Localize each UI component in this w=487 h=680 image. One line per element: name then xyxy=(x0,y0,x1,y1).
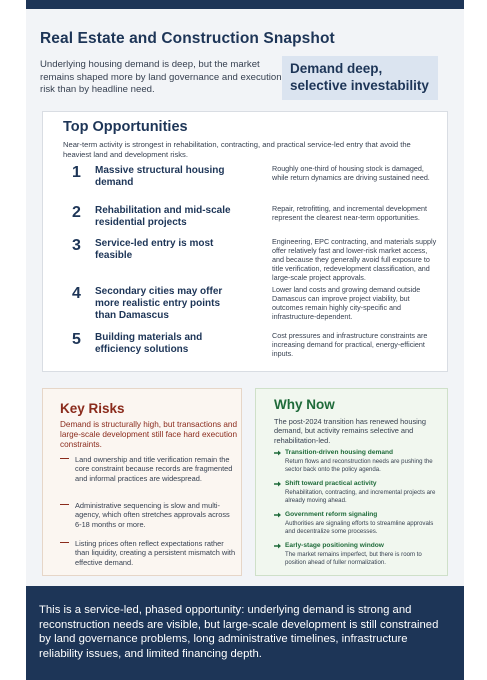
opportunity-number: 1 xyxy=(72,164,81,181)
arrow-right-icon xyxy=(274,450,281,456)
verdict-callout: Demand deep, selective investability xyxy=(282,56,438,100)
dash-icon xyxy=(60,542,69,543)
summary-footer: This is a service-led, phased opportunity: underlying demand is strong and reconstruction needs are visible, but large-scale development is still constrained by land governance problems, long administrative timelines, infrastructure reliability issues, and limited financing depth. xyxy=(26,586,464,680)
why-now-description: Authorities are signaling efforts to streamline approvals and decentralize some processes. xyxy=(285,520,434,535)
arrow-right-icon xyxy=(274,512,281,518)
why-now-description: Rehabilitation, contracting, and incremental projects are already moving ahead. xyxy=(285,489,436,504)
opportunity-heading: Secondary cities may offer more realistic entry points than Damascus xyxy=(95,286,223,321)
dash-icon xyxy=(60,504,69,505)
risks-title: Key Risks xyxy=(60,401,125,416)
opportunity-description: Lower land costs and growing demand outside Damascus can improve project viability, but outcomes remain highly city-specific and infrastructure-dependent. xyxy=(272,285,421,321)
opportunity-description: Cost pressures and infrastructure constraints are increasing demand for practical, energy-efficient inputs. xyxy=(272,331,428,358)
opportunities-intro: Near-term activity is strongest in rehabilitation, contracting, and practical service-led entry that avoid the heaviest land and development risks. xyxy=(63,140,411,159)
arrow-right-icon xyxy=(274,543,281,549)
opportunity-number: 3 xyxy=(72,237,81,254)
risks-intro: Demand is structurally high, but transactions and large-scale development still face hard execution constraints. xyxy=(60,420,238,449)
key-risks-card xyxy=(42,388,242,576)
opportunity-heading: Building materials and efficiency solutions xyxy=(95,332,203,355)
opportunity-heading: Rehabilitation and mid-scale residential projects xyxy=(95,205,231,228)
why-now-heading: Shift toward practical activity xyxy=(285,480,377,487)
risk-text: Listing prices often reflect expectations rather than liquidity, creating a persistent mismatch with effective demand. xyxy=(75,539,236,567)
why-now-description: Return flows and reconstruction needs are pushing the sector back onto the policy agenda. xyxy=(285,458,433,473)
opportunity-description: Roughly one-third of housing stock is damaged, while return dynamics are driving sustained need. xyxy=(272,164,430,182)
why-now-heading: Transition-driven housing demand xyxy=(285,449,394,456)
intro-text: Underlying housing demand is deep, but the market remains shaped more by land governance and execution risk than by headline need. xyxy=(40,59,282,96)
dash-icon xyxy=(60,458,69,459)
opportunity-description: Repair, retrofitting, and incremental development represent the clearest near-term opportunities. xyxy=(272,204,428,222)
top-accent-bar xyxy=(26,0,464,9)
risk-text: Land ownership and title verification remain the core constraint because records are fragmented and informal practices are widespread. xyxy=(75,455,233,483)
snapshot-page xyxy=(26,0,464,680)
risk-text: Administrative sequencing is slow and multi-agency, which often stretches approvals across 6-18 months or more. xyxy=(75,501,230,529)
why-now-description: The market remains imperfect, but there is room to position ahead of fuller normalization. xyxy=(285,551,422,566)
why-now-intro: The post-2024 transition has renewed housing demand, but activity remains selective and rehabilitation-led. xyxy=(274,417,427,445)
arrow-right-icon xyxy=(274,481,281,487)
opportunity-number: 5 xyxy=(72,331,81,348)
opportunity-number: 2 xyxy=(72,204,81,221)
page-title: Real Estate and Construction Snapshot xyxy=(40,30,335,47)
opportunity-description: Engineering, EPC contracting, and materials supply offer relatively fast and lower-risk market access, and because they generally avoid full exposure to title verification, redevelopment classification, and large-scale project approvals. xyxy=(272,237,437,282)
opportunity-heading: Massive structural housing demand xyxy=(95,165,225,188)
opportunity-number: 4 xyxy=(72,285,81,302)
top-opportunities-card xyxy=(42,111,448,372)
why-now-card xyxy=(255,388,448,576)
why-now-heading: Early-stage positioning window xyxy=(285,542,384,549)
opportunities-title: Top Opportunities xyxy=(63,119,188,135)
why-now-heading: Government reform signaling xyxy=(285,511,378,518)
opportunity-heading: Service-led entry is most feasible xyxy=(95,238,214,261)
why-now-title: Why Now xyxy=(274,397,335,412)
